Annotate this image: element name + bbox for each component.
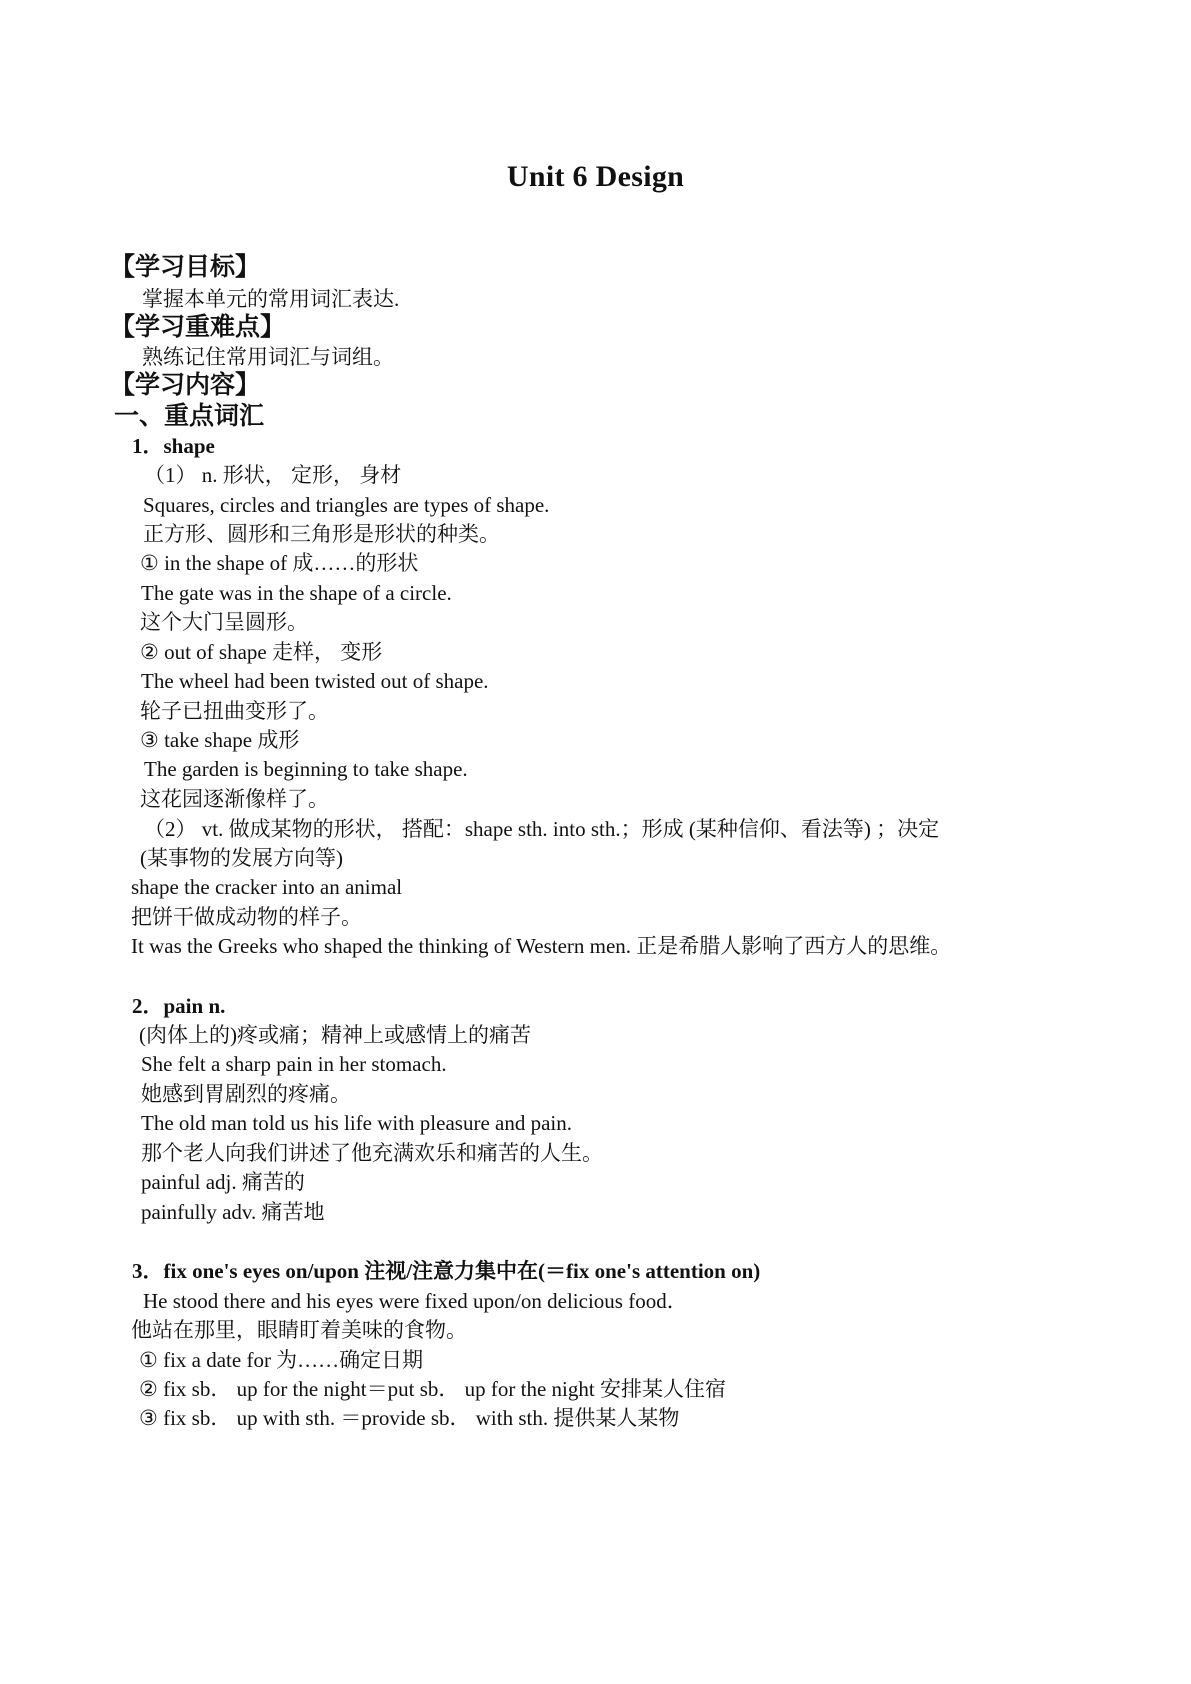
entry-line: 轮子已扭曲变形了。 (140, 699, 329, 723)
entry-line: (肉体上的)疼或痛；精神上或感情上的痛苦 (139, 1023, 531, 1047)
entry-line: Squares, circles and triangles are types of shape. (143, 493, 550, 517)
entry-line: 这个大门呈圆形。 (140, 610, 308, 634)
entry-line: The wheel had been twisted out of shape. (141, 669, 489, 693)
entry-line: 这花园逐渐像样了。 (140, 787, 329, 811)
heading-vocab: 一、重点词汇 (114, 403, 265, 430)
objectives-text: 掌握本单元的常用词汇表达. (142, 287, 400, 311)
entry-line: 把饼干做成动物的样子。 (131, 905, 362, 929)
entry-line: It was the Greeks who shaped the thinking of Western men. 正是希腊人影响了西方人的思维。 (131, 934, 952, 958)
page-title: Unit 6 Design (506, 160, 685, 193)
entry-line: She felt a sharp pain in her stomach. (141, 1052, 447, 1076)
entry-line: The garden is beginning to take shape. (144, 757, 468, 781)
heading-objectives: 【学习目标】 (110, 254, 261, 281)
entry-line: He stood there and his eyes were fixed upon/on delicious food． (143, 1289, 688, 1313)
entry-line: 她感到胃剧烈的疼痛。 (141, 1082, 351, 1106)
entry-title-pain: 2．pain n. (132, 994, 226, 1018)
entry-title-fix: 3．fix one's eyes on/upon 注视/注意力集中在(＝fix one's attention on) (132, 1259, 761, 1283)
entry-line: 他站在那里，眼睛盯着美味的食物。 (131, 1318, 467, 1342)
entry-line: 正方形、圆形和三角形是形状的种类。 (143, 522, 500, 546)
entry-line: ① in the shape of 成……的形状 (140, 551, 419, 575)
entry-line: painful adj. 痛苦的 (141, 1170, 305, 1194)
entry-line: The old man told us his life with pleasure and pain. (141, 1111, 572, 1135)
difficulties-text: 熟练记住常用词汇与词组。 (142, 345, 394, 369)
entry-line: painfully adv. 痛苦地 (141, 1200, 325, 1224)
entry-line: ② out of shape 走样， 变形 (140, 640, 383, 664)
entry-line: shape the cracker into an animal (131, 875, 403, 899)
entry-title-shape: 1．shape (132, 434, 215, 458)
entry-line: （2） vt. 做成某物的形状， 搭配：shape sth. into sth.；形成 (某种信仰、看法等) ；决定 (144, 817, 940, 841)
heading-difficulties: 【学习重难点】 (110, 314, 286, 341)
entry-line: （1） n. 形状， 定形， 身材 (144, 463, 402, 487)
entry-line: The gate was in the shape of a circle. (141, 581, 452, 605)
entry-line: ③ fix sb． up with sth. ＝provide sb． with sth. 提供某人某物 (139, 1406, 680, 1430)
entry-line: 那个老人向我们讲述了他充满欢乐和痛苦的人生。 (141, 1141, 603, 1165)
entry-line: ① fix a date for 为……确定日期 (139, 1348, 424, 1372)
heading-content: 【学习内容】 (110, 372, 261, 399)
entry-line: ② fix sb． up for the night＝put sb． up for the night 安排某人住宿 (139, 1377, 726, 1401)
entry-line: ③ take shape 成形 (140, 728, 300, 752)
entry-line: (某事物的发展方向等) (140, 846, 343, 870)
